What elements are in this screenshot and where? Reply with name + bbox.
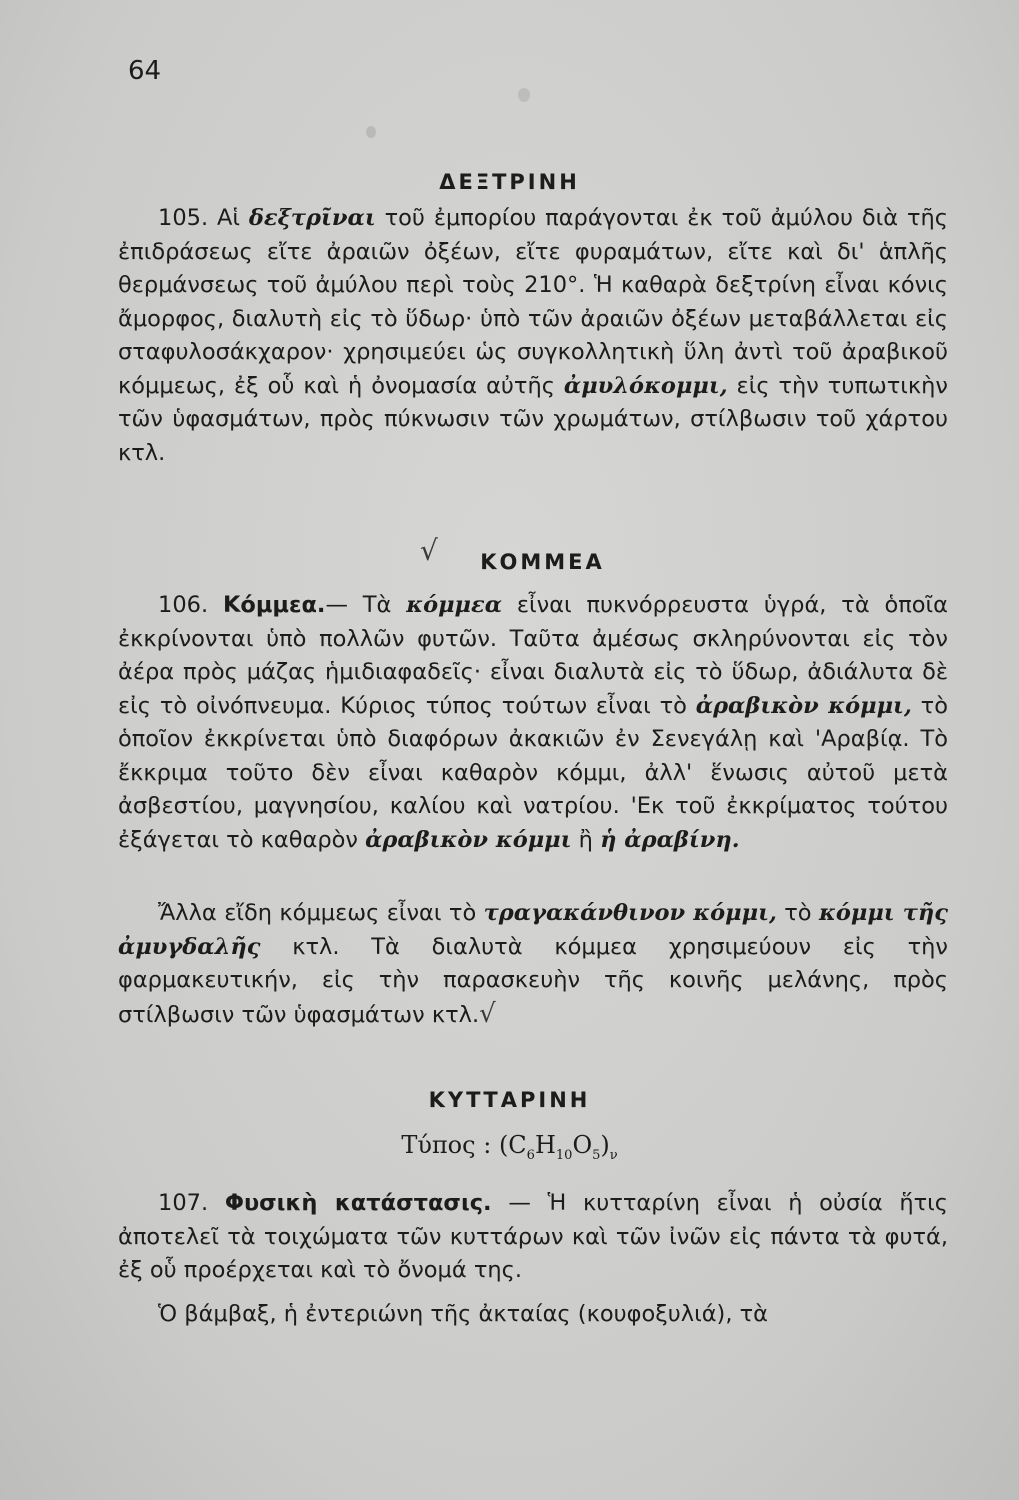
paragraph-text: 105. Αἱ [158,205,249,231]
paragraph-105 [118,202,948,470]
chemical-formula [0,1131,1019,1163]
paragraph-107 [118,1187,948,1288]
formula-subscript: ν [609,1147,618,1163]
paper-speck [366,126,376,138]
formula-part: H [534,1131,556,1159]
paragraph-text: 107. [158,1190,225,1216]
formula-part: (C [498,1131,527,1159]
paragraph-title: Κόμμεα. [222,592,326,618]
emphasis-term: κόμμι τῆς ἀμυγδαλῆς [118,900,948,960]
formula-label: Τύπος : [401,1131,492,1159]
emphasis-term: ἀραβικὸν κόμμι, [695,692,912,719]
emphasis-term: τραγακάνθινον κόμμι, [483,900,777,926]
formula-subscript: 6 [526,1147,535,1163]
paragraph-text: κτλ. Τὰ διαλυτὰ κόμμεα χρησιμεύουν εἰς τὴν φαρμακευτικήν, εἰς τὴν παρασκευὴν τῆς κοινῆς μελάνης, πρὸς στίλβωσιν τῶν ὑφασμάτων κτλ. [118,933,948,1028]
formula-expression [498,1131,618,1163]
formula-subscript: 10 [555,1147,573,1163]
paragraph-text: τὸ ὁποῖον ἐκκρίνεται ὑπὸ διαφόρων ἀκακιῶν ἐν Σενεγάλῃ καὶ 'Αραβίᾳ. Τὸ ἔκκριμα τοῦτο δὲν εἶναι καθαρὸν κόμμι, ἀλλ' ἕνωσις αὐτοῦ μετὰ ἀσβεστίου, μαγνησίου, καλίου καὶ νατρίου. 'Εκ τοῦ ἐκκρίματος τούτου ἐξάγεται τὸ καθαρὸν [118,692,948,853]
paragraph-text: Ὁ βάμβαξ, ἡ ἐντεριώνη τῆς ἀκταίας (κουφοξυλιά), τὰ [158,1301,769,1327]
formula-part: ) [600,1131,610,1159]
paragraph-107-continued [118,1298,948,1332]
emphasis-term: κόμμεα [406,592,503,618]
emphasis-term: ἀραβικὸν κόμμι [365,826,572,853]
formula-subscript: 5 [592,1147,601,1163]
emphasis-term: ἡ ἀραβίνη. [600,826,740,853]
formula-part: O [572,1131,593,1159]
paragraph-text: τὸ [776,900,819,926]
pencil-check-mark: √ [420,534,438,567]
paragraph-text: — Τὰ [325,592,407,618]
emphasis-term: δεξτρῖναι [248,205,376,231]
paragraph-text: εἰς τὴν τυπωτικὴν τῶν ὑφασμάτων, πρὸς πύκνωσιν τῶν χρωμάτων, στίλβωσιν τοῦ χάρτου κτλ. [118,372,948,466]
emphasis-term: ἀμυλόκομμι, [563,372,728,399]
paragraph-106-continued [118,897,948,1032]
section-heading-cellulose: ΚΥΤΤΑΡΙΝΗ [428,1088,591,1112]
paragraph-title: Φυσικὴ κατάστασις. [224,1190,492,1216]
paper-speck [518,88,530,102]
pencil-check-mark: √ [479,998,496,1029]
paragraph-106 [118,589,948,857]
paragraph-text: — Ἡ κυτταρίνη εἶναι ἡ οὐσία ἥτις ἀποτελεῖ τὰ τοιχώματα τῶν κυττάρων καὶ τῶν ἰνῶν εἰς πάντα τὰ φυτά, ἐξ οὗ προέρχεται καὶ τὸ ὄνομά της. [118,1190,948,1283]
paragraph-text: τοῦ ἐμπορίου παράγονται ἐκ τοῦ ἀμύλου διὰ τῆς ἐπιδράσεως εἴτε ἀραιῶν ὀξέων, εἴτε φυραμάτων, εἴτε καὶ δι' ἁπλῆς θερμάνσεως τοῦ ἀμύλου περὶ τοὺς 210°. Ἡ καθαρὰ δεξτρίνη εἶναι κόνις ἄμορφος, διαλυτὴ εἰς τὸ ὕδωρ· ὑπὸ τῶν ἀραιῶν ὀξέων μεταβάλλεται εἰς σταφυλοσάκχαρον· χρησιμεύει ὡς συγκολλητικὴ ὕλη ἀντὶ τοῦ ἀραβικοῦ κόμμεως, ἐξ οὗ καὶ ἡ ὀνομασία αὐτῆς [118,205,948,399]
section-heading-gums: ΚΟΜΜΕΑ [480,550,605,574]
paragraph-text: Ἄλλα εἴδη κόμμεως εἶναι τὸ [158,900,484,926]
paragraph-text: 106. [158,592,223,618]
paragraph-text: ἢ [571,826,601,853]
page-number: 64 [128,56,162,86]
paragraph-text: εἶναι πυκνόρρευστα ὑγρά, τὰ ὁποῖα ἐκκρίνονται ὑπὸ πολλῶν φυτῶν. Ταῦτα ἀμέσως σκληρύνονται εἰς τὸν ἀέρα πρὸς μάζας ἡμιδιαφαδεῖς· εἶναι διαλυτὰ εἰς τὸ ὕδωρ, ἀδιάλυτα δὲ εἰς τὸ οἰνόπνευμα. Κύριος τύπος τούτων εἶναι τὸ [118,592,949,719]
section-heading-dextrin: ΔΕΞΤΡΙΝΗ [439,170,580,194]
